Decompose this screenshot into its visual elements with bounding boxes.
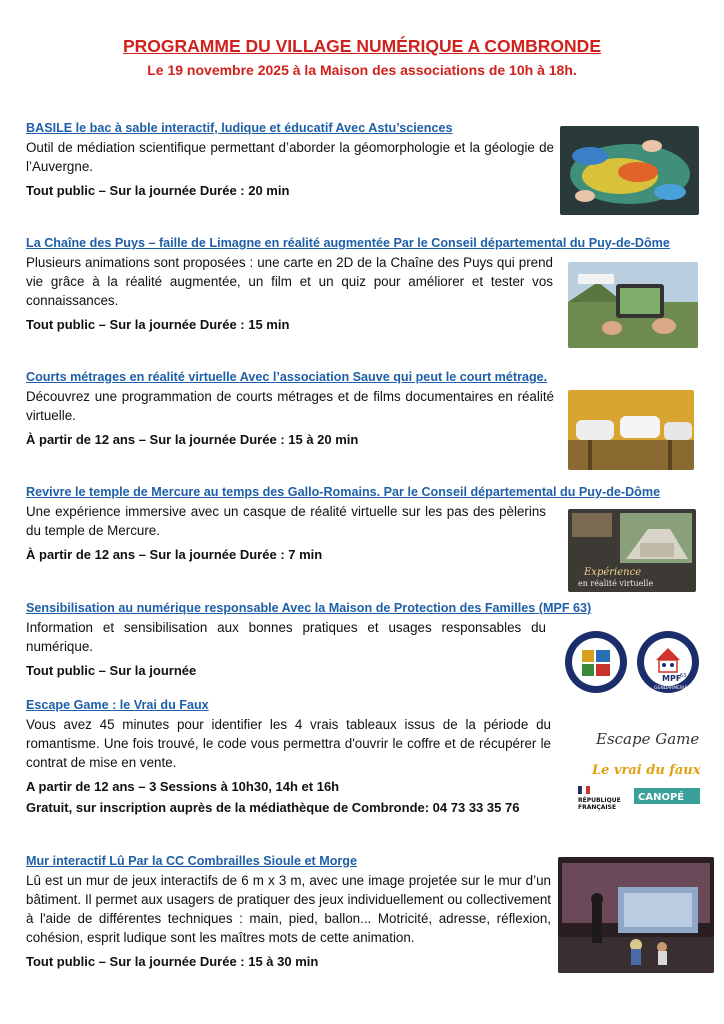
section-description: Outil de médiation scientifique permettant d’aborder la géomorphologie et la géologie de l’Auvergne.: [26, 140, 554, 174]
section-heading-partner[interactable]: Par le Conseil départemental du Puy-de-Dôme: [393, 236, 670, 250]
section-mur-interactif: [26, 853, 551, 971]
temple-vr-image: [568, 509, 696, 592]
republique-line2: FRANÇAISE: [578, 804, 617, 811]
section-meta: À partir de 12 ans – Sur la journée Durée : 7 min: [26, 547, 323, 562]
section-basile: [26, 120, 554, 200]
section-meta: Tout public – Sur la journée: [26, 663, 197, 678]
image-caption-line1: Expérience: [584, 567, 642, 578]
canope-logo: CANOPÉ: [638, 792, 685, 803]
escape-game-logos: [572, 724, 712, 824]
section-meta: Tout public – Sur la journée Durée : 15 à 30 min: [26, 954, 319, 969]
escape-game-logo-line1: Escape Game: [596, 730, 700, 748]
interactive-wall-photo: [558, 857, 714, 973]
ar-tablet-photo: [568, 262, 698, 348]
section-meta: Tout public – Sur la journée Durée : 20 min: [26, 183, 290, 198]
republique-line1: RÉPUBLIQUE: [578, 797, 621, 804]
section-heading[interactable]: BASILE le bac à sable interactif, ludique et éducatif Avec Astu’sciences: [26, 121, 453, 135]
vr-headset-photo: [568, 390, 694, 470]
section-description: Lû est un mur de jeux interactifs de 6 m x 3 m, avec une image projetée sur le mur d’un bâtiment. Il permet aux usagers de pratiquer des jeux individuellement ou collectivement à l'aide de différentes techniques : main, pied, ballon... Motricité, adresse, réflexion, cohésion, esprit ludique sont les maîtres mots de cette animation.: [26, 873, 551, 945]
badge-number: 63: [680, 673, 687, 679]
escape-game-logo-line2: Le vrai du faux: [592, 763, 701, 778]
section-escape-game: [26, 697, 551, 817]
section-heading[interactable]: Sensibilisation au numérique responsable Avec la Maison de Protection des Familles (MPF 63): [26, 601, 592, 615]
section-description: Découvrez une programmation de courts métrages et de films documentaires en réalité virtuelle.: [26, 389, 554, 423]
badge-sub: GENDARMERIE: [654, 686, 688, 691]
section-heading[interactable]: Revivre le temple de Mercure au temps des Gallo-Romains. Par le Conseil départemental du Puy-de-Dôme: [26, 485, 661, 499]
section-meta: À partir de 12 ans – Sur la journée Durée : 15 à 20 min: [26, 432, 359, 447]
section-heading[interactable]: Escape Game : le Vrai du Faux: [26, 698, 209, 712]
section-heading[interactable]: Courts métrages en réalité virtuelle Avec l’association Sauve qui peut le court métrage.: [26, 370, 548, 384]
department-seal-logo: [564, 630, 628, 694]
section-heading[interactable]: La Chaîne des Puys – faille de Limagne en réalité augmentée: [26, 236, 390, 250]
section-meta: Tout public – Sur la journée Durée : 15 min: [26, 317, 290, 332]
page-subtitle: Le 19 novembre 2025 à la Maison des associations de 10h à 18h.: [147, 62, 577, 78]
badge-label: MPF: [662, 674, 682, 683]
page-title: PROGRAMME DU VILLAGE NUMÉRIQUE A COMBRONDE: [122, 36, 601, 56]
section-description: Une expérience immersive avec un casque de réalité virtuelle sur les pas des pèlerins du temple de Mercure.: [26, 504, 546, 538]
section-description: Plusieurs animations sont proposées : une carte en 2D de la Chaîne des Puys qui prend vie grâce à la réalité augmentée, un film et un quiz pour améliorer et tester vos connaissances.: [26, 255, 553, 308]
sandbox-photo: [560, 126, 699, 215]
section-description: Information et sensibilisation aux bonnes pratiques et usages responsables du numérique.: [26, 620, 546, 654]
section-description: Vous avez 45 minutes pour identifier les 4 vrais tableaux issus de la période du romantisme. Une fois trouvé, le code vous permettra d'ouvrir le coffre et de récupérer le contrat de mise en vente.: [26, 717, 551, 770]
image-caption-line2: en réalité virtuelle: [578, 579, 654, 588]
section-courts-metrages: [26, 369, 554, 449]
section-heading[interactable]: Mur interactif Lû Par la CC Combrailles Sioule et Morge: [26, 854, 357, 868]
mpf63-logo: [636, 630, 700, 694]
section-meta-registration: Gratuit, sur inscription auprès de la médiathèque de Combronde: 04 73 33 35 76: [26, 800, 520, 815]
section-meta: A partir de 12 ans – 3 Sessions à 10h30, 14h et 16h: [26, 779, 340, 794]
